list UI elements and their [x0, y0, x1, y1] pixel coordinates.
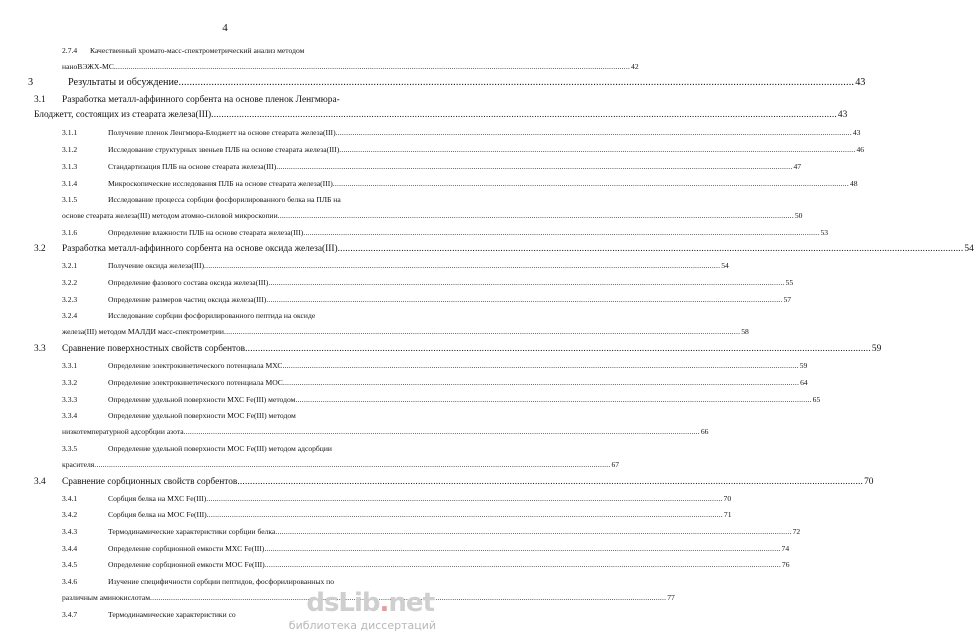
toc-entry	[62, 542, 790, 556]
toc-entry	[62, 126, 861, 140]
toc-entry-leader-dots	[282, 359, 798, 373]
toc-entry-leader-dots	[266, 293, 782, 307]
toc-entry-title: Блоджетт, состоящих из стеарата железа(III)	[34, 110, 212, 120]
toc-entry-number: 3.3.5	[62, 444, 78, 453]
toc-entry-leader-dots	[339, 143, 855, 157]
toc-entry	[28, 76, 866, 90]
toc-entry-title: Исследование процесса сорбции фосфорилированного белка на ПЛБ на	[108, 195, 341, 204]
toc-entry	[62, 293, 792, 307]
toc-entry-number: 3.2.1	[62, 261, 78, 270]
toc-entry-page: 64	[800, 378, 808, 387]
toc-entry-number: 3.3.1	[62, 361, 78, 370]
toc-entry-number: 3.2.2	[62, 278, 78, 287]
toc-entry-page: 65	[812, 395, 821, 404]
toc-entry	[62, 226, 829, 240]
toc-entry-page: 59	[871, 344, 882, 354]
toc-entry	[62, 259, 729, 273]
toc-entry	[62, 143, 865, 157]
toc-entry-title: Разработка металл-аффинного сорбента на основе пленок Ленгмюра-	[62, 95, 340, 105]
toc-entry-leader-dots	[178, 76, 854, 90]
toc-entry	[62, 193, 430, 207]
toc-entry-title: Получение пленок Ленгмюра-Блоджетт на основе стеарата железа(III)	[108, 128, 336, 137]
toc-entry-title: Определение фазового состава оксида железа(III)	[108, 278, 269, 287]
toc-entry-title: Сорбция белка на МХС Fe(III)	[108, 494, 207, 503]
toc-entry	[62, 442, 430, 456]
toc-entry-page: 43	[837, 110, 848, 120]
toc-entry-number: 3.1.5	[62, 195, 78, 204]
toc-entry-page: 43	[852, 128, 861, 137]
toc-entry-title: Определение сорбционной емкости МОС Fe(III)	[108, 560, 265, 569]
toc-entry-leader-dots	[283, 376, 799, 390]
toc-entry	[62, 409, 430, 423]
toc-entry-title: Качественный хромато-масс-спектрометрический анализ методом	[90, 46, 305, 55]
toc-entry-number: 3.4.6	[62, 577, 78, 586]
toc-entry-number: 3.4.4	[62, 544, 78, 553]
toc-entry-page: 57	[783, 295, 792, 304]
toc-entry-page: 77	[667, 593, 675, 602]
toc-entry-number: 3	[28, 77, 34, 88]
toc-entry-page: 46	[856, 145, 865, 154]
toc-entry-title: Разработка металл-аффинного сорбента на основе оксида железа(III)	[62, 244, 338, 254]
toc-entry	[34, 475, 874, 489]
toc-entry-title: основе стеарата железа(III) методом атомно-силовой микроскопии	[62, 211, 278, 220]
toc-entry	[62, 44, 430, 58]
toc-entry-page: 70	[723, 494, 732, 503]
toc-entry	[62, 575, 430, 589]
toc-entry	[62, 525, 801, 539]
toc-entry-leader-dots	[207, 508, 723, 522]
toc-entry-leader-dots	[303, 226, 819, 240]
toc-entry	[62, 425, 709, 439]
toc-entry-leader-dots	[336, 126, 852, 140]
toc-entry-leader-dots	[245, 342, 871, 356]
toc-entry-number: 3.3.3	[62, 395, 78, 404]
toc-entry-title: различным аминокислотам	[62, 593, 151, 602]
toc-entry-leader-dots	[264, 542, 780, 556]
toc-entry-leader-dots	[278, 209, 794, 223]
toc-entry	[62, 393, 821, 407]
toc-entry-page: 48	[850, 179, 858, 188]
toc-entry-leader-dots	[204, 259, 720, 273]
toc-entry	[62, 309, 430, 323]
toc-entry-title: красителя	[62, 460, 95, 469]
watermark-subtitle: библиотека диссертаций	[288, 619, 436, 632]
toc-entry-title: Сравнение поверхностных свойств сорбентов	[62, 344, 246, 354]
toc-entry-page: 47	[793, 162, 802, 171]
toc-entry-number: 3.4.3	[62, 527, 78, 536]
toc-entry	[62, 325, 749, 339]
toc-entry-title: Сравнение сорбционных свойств сорбентов	[62, 477, 238, 487]
toc-entry-page: 59	[799, 361, 808, 370]
toc-entry-page: 67	[611, 460, 620, 469]
toc-entry-leader-dots	[94, 458, 610, 472]
toc-entry-page: 55	[785, 278, 794, 287]
toc-entry-leader-dots	[224, 325, 740, 339]
toc-entry-number: 3.4.1	[62, 494, 78, 503]
toc-entry	[62, 359, 808, 373]
toc-entry-page: 53	[820, 228, 829, 237]
toc-entry-number: 3.4.7	[62, 610, 78, 619]
toc-entry-page: 74	[781, 544, 790, 553]
toc-entry-number: 3.1.3	[62, 162, 78, 171]
toc-entry	[62, 558, 790, 572]
toc-entry-leader-dots	[206, 492, 722, 506]
toc-entry-page: 43	[855, 77, 866, 88]
toc-entry-title: Сорбция белка на МОС Fe(III)	[108, 510, 207, 519]
toc-entry-number: 3.1.4	[62, 179, 78, 188]
toc-entry-title: наноВЭЖХ-МС	[62, 62, 114, 71]
toc-entry-page: 66	[700, 427, 709, 436]
toc-entry-title: Получение оксида железа(III)	[108, 261, 205, 270]
toc-entry-page: 54	[721, 261, 729, 270]
toc-entry-leader-dots	[275, 525, 791, 539]
toc-entry-title: Термодинамические характеристики со	[108, 610, 236, 619]
toc-entry-title: Стандартизация ПЛБ на основе стеарата железа(III)	[108, 162, 277, 171]
toc-entry-leader-dots	[211, 108, 837, 122]
toc-entry-leader-dots	[295, 393, 811, 407]
toc-entry-number: 3.4.5	[62, 560, 78, 569]
toc-entry-number: 3.2.4	[62, 311, 78, 320]
toc-entry	[62, 508, 732, 522]
toc-entry-leader-dots	[338, 242, 964, 256]
toc-entry-title: Определение удельной поверхности МОС Fe(III) методом	[108, 411, 296, 420]
toc-entry-number: 3.1	[34, 95, 46, 105]
toc-entry	[62, 276, 794, 290]
toc-entry-title: Результаты и обсуждение	[68, 77, 179, 88]
toc-entry-leader-dots	[333, 177, 849, 191]
toc-entry-leader-dots	[276, 160, 792, 174]
toc-entry	[62, 60, 639, 74]
page-number: 4	[222, 22, 228, 34]
toc-entry-number: 3.2	[34, 244, 46, 254]
toc-entry-number: 3.4	[34, 477, 46, 487]
toc-entry-number: 3.1.2	[62, 145, 78, 154]
toc-entry-page: 76	[781, 560, 790, 569]
toc-entry-title: Термодинамические характеристики сорбции белка	[108, 527, 276, 536]
toc-entry-number: 3.1.6	[62, 228, 78, 237]
watermark-logo: dsLib.net	[306, 588, 434, 618]
toc-entry	[34, 108, 848, 122]
toc-entry-number: 3.3.4	[62, 411, 78, 420]
toc-entry-title: железа(III) методом МАЛДИ масс-спектрометрии	[62, 327, 224, 336]
toc-entry	[34, 242, 974, 256]
toc-entry-number: 3.3.2	[62, 378, 78, 387]
toc-entry	[62, 177, 858, 191]
toc-entry-title: Микроскопические исследования ПЛБ на основе стеарата железа(III)	[108, 179, 333, 188]
toc-entry	[34, 342, 882, 356]
toc-entry-title: Определение электрокинетического потенциала МОС	[108, 378, 283, 387]
toc-entry-title: Определение размеров частиц оксида железа(III)	[108, 295, 267, 304]
toc-entry-page: 54	[964, 244, 974, 254]
toc-entry	[62, 492, 732, 506]
toc-entry-number: 2.7.4	[62, 46, 78, 55]
toc-entry-title: Определение электрокинетического потенциала МХС	[108, 361, 283, 370]
toc-entry	[62, 209, 803, 223]
toc-entry-leader-dots	[265, 558, 781, 572]
toc-entry-leader-dots	[268, 276, 784, 290]
toc-entry	[62, 458, 620, 472]
watermark	[286, 590, 436, 630]
toc-entry-page: 50	[794, 211, 803, 220]
toc-entry-page: 42	[631, 62, 639, 71]
toc-entry-title: Определение удельной поверхности МХС Fe(III) методом	[108, 395, 296, 404]
toc-entry	[62, 160, 802, 174]
toc-entry-number: 3.3	[34, 344, 46, 354]
toc-entry-number: 3.4.2	[62, 510, 78, 519]
toc-entry-leader-dots	[114, 60, 630, 74]
toc-entry	[62, 376, 808, 390]
toc-entry-number: 3.2.3	[62, 295, 78, 304]
toc-entry	[34, 93, 430, 107]
toc-entry-title: низкотемпературной адсорбции азота	[62, 427, 184, 436]
toc-entry-title: Определение сорбционной емкости МХС Fe(III)	[108, 544, 265, 553]
toc-entry-title: Определение удельной поверхности МОС Fe(III) методом адсорбции	[108, 444, 332, 453]
toc-entry-page: 72	[792, 527, 801, 536]
toc-entry-title: Изучение специфичности сорбции пептидов, фосфорилированных по	[108, 577, 335, 586]
toc-entry-leader-dots	[184, 425, 700, 439]
toc-entry-title: Определение влажности ПЛБ на основе стеарата железа(III)	[108, 228, 304, 237]
toc-entry-leader-dots	[237, 475, 863, 489]
toc-entry-title: Исследование сорбции фосфорилированного пептида на оксиде	[108, 311, 316, 320]
toc-entry-page: 71	[723, 510, 732, 519]
toc-entry-page: 58	[741, 327, 749, 336]
toc-entry-number: 3.1.1	[62, 128, 78, 137]
toc-entry-title: Исследование структурных звеньев ПЛБ на основе стеарата железа(III)	[108, 145, 340, 154]
toc-entry-page: 70	[864, 477, 874, 487]
